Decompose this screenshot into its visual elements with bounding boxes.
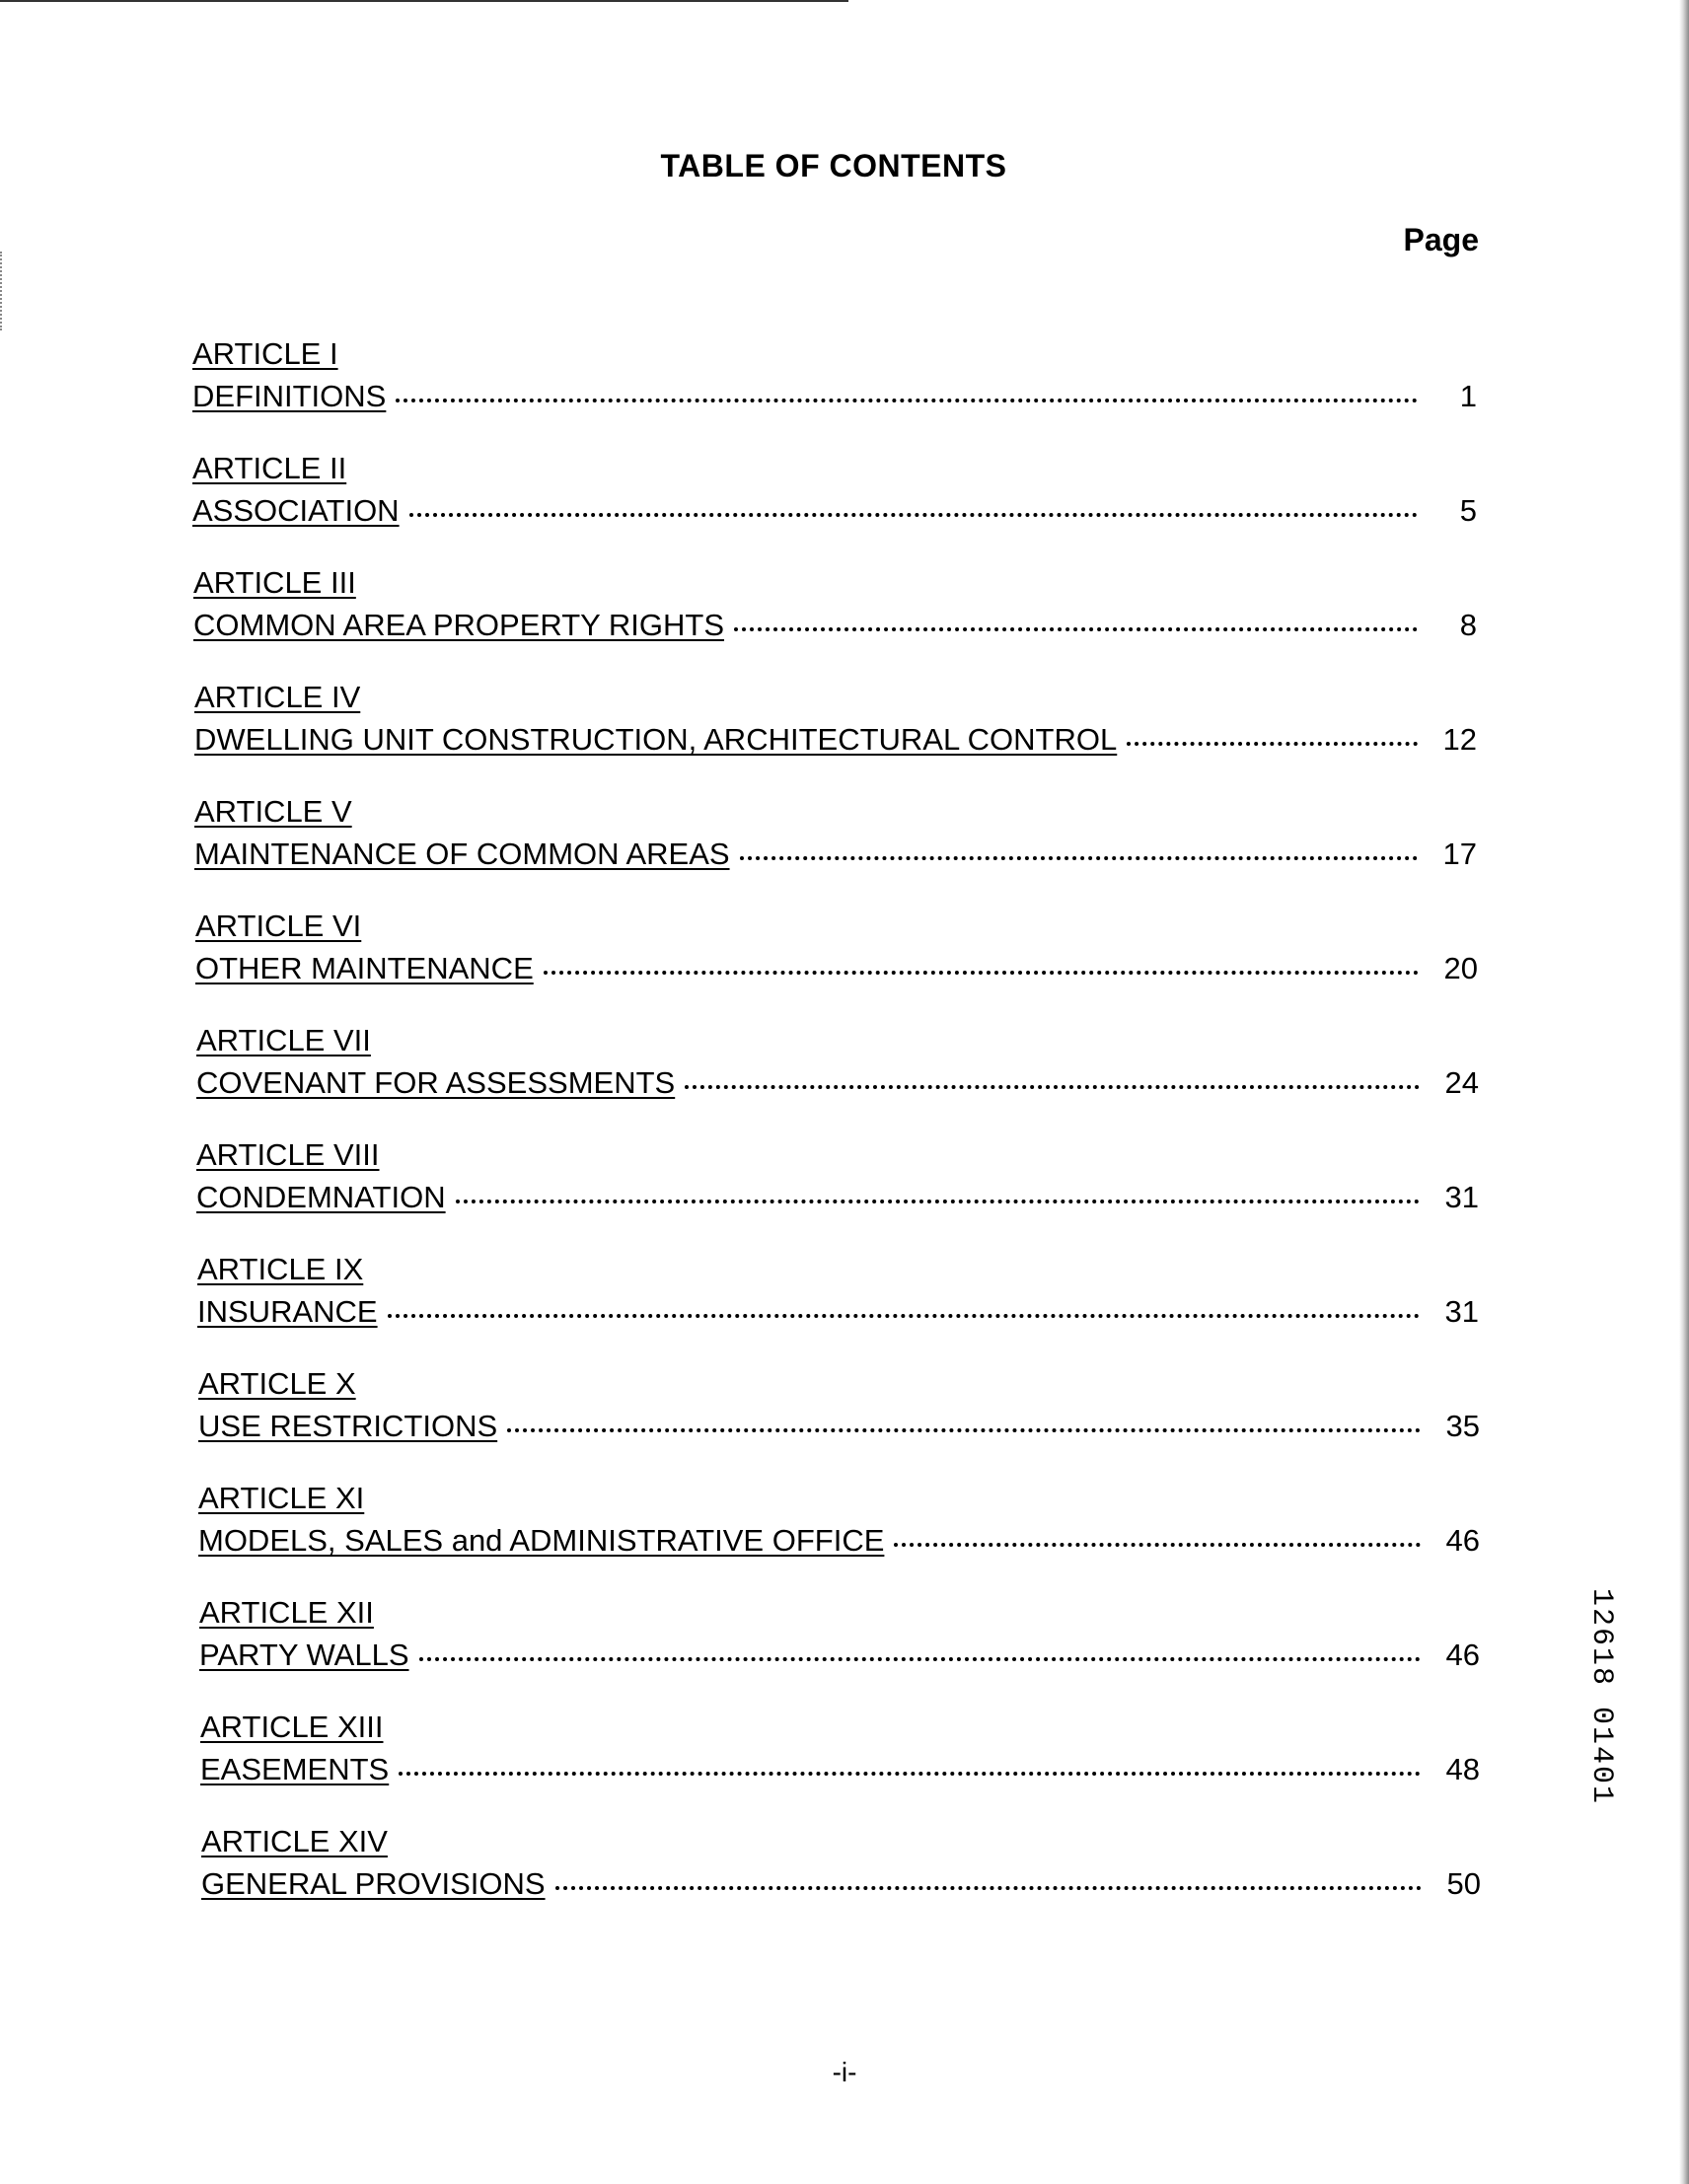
dot-leader	[734, 598, 1418, 631]
toc-line	[199, 1632, 1480, 1674]
toc-entry	[195, 908, 1478, 986]
dot-leader	[396, 369, 1418, 402]
dot-leader	[544, 941, 1419, 975]
toc-article-label: ARTICLE XI	[198, 1481, 365, 1515]
toc-entry	[200, 1709, 1480, 1787]
toc-entry	[192, 450, 1477, 529]
toc-subject: INSURANCE	[197, 1294, 378, 1329]
toc-article-label: ARTICLE XII	[199, 1595, 374, 1630]
toc-subject: EASEMENTS	[200, 1752, 390, 1786]
toc-article-label: ARTICLE IV	[194, 680, 361, 714]
toc-page-number: 31	[1444, 1294, 1479, 1329]
toc-article-label: ARTICLE III	[193, 565, 356, 600]
toc-article-label: ARTICLE IX	[197, 1252, 364, 1286]
dot-leader	[894, 1513, 1421, 1547]
toc-entry	[194, 679, 1477, 758]
toc-entry	[197, 1251, 1479, 1330]
dot-leader	[409, 483, 1418, 517]
toc-line	[194, 831, 1477, 873]
dot-leader	[740, 827, 1418, 860]
footer-page-number: -i-	[832, 2057, 857, 2087]
toc-subject: GENERAL PROVISIONS	[201, 1866, 546, 1901]
toc-subject: DWELLING UNIT CONSTRUCTION, ARCHITECTURAL CONTROL	[194, 722, 1118, 757]
toc-line	[200, 1746, 1480, 1788]
toc-subject: MAINTENANCE OF COMMON AREAS	[194, 837, 730, 871]
toc-page-number: 5	[1459, 493, 1477, 528]
toc-page-number: 1	[1459, 379, 1477, 413]
toc-entry	[199, 1594, 1480, 1673]
toc-entry	[193, 564, 1477, 643]
toc-page-number: 24	[1444, 1065, 1479, 1100]
toc-article-label: ARTICLE VI	[195, 909, 362, 943]
toc-subject: OTHER MAINTENANCE	[195, 951, 534, 985]
toc-article-label: ARTICLE X	[198, 1366, 356, 1401]
toc-article-label: ARTICLE V	[194, 794, 352, 829]
document-id-stamp: 12618 01401	[1584, 1588, 1618, 1806]
page-column-heading: Page	[1403, 222, 1479, 257]
toc-article-label: ARTICLE XIII	[200, 1710, 384, 1744]
toc-subject: COVENANT FOR ASSESSMENTS	[196, 1065, 676, 1100]
toc-entry	[196, 1022, 1479, 1101]
toc-entry	[198, 1365, 1480, 1444]
dot-leader	[388, 1284, 1420, 1318]
dot-leader	[456, 1170, 1420, 1203]
toc-subject: MODELS, SALES and ADMINISTRATIVE OFFICE	[198, 1523, 885, 1558]
toc-line	[192, 487, 1477, 530]
toc-page-number: 50	[1446, 1866, 1481, 1901]
toc-subject: USE RESTRICTIONS	[198, 1409, 498, 1443]
dot-leader	[507, 1399, 1421, 1432]
toc-line	[197, 1288, 1479, 1331]
toc-entry	[192, 335, 1477, 414]
toc-subject: COMMON AREA PROPERTY RIGHTS	[193, 608, 725, 642]
toc-page-number: 17	[1442, 837, 1477, 871]
toc-entry	[198, 1480, 1480, 1559]
toc-subject: CONDEMNATION	[196, 1180, 446, 1214]
toc-page-number: 48	[1445, 1752, 1480, 1786]
toc-entry	[194, 793, 1477, 872]
document-title: TABLE OF CONTENTS	[660, 148, 1007, 183]
dot-leader	[1127, 712, 1418, 746]
dot-leader	[399, 1742, 1421, 1776]
toc-subject: DEFINITIONS	[192, 379, 387, 413]
toc-page-number: 46	[1445, 1523, 1480, 1558]
toc-page-number: 35	[1445, 1409, 1480, 1443]
dot-leader	[555, 1856, 1422, 1890]
dot-leader	[419, 1628, 1422, 1661]
toc-line	[193, 602, 1477, 644]
toc-line	[192, 373, 1477, 415]
toc-entry	[196, 1136, 1479, 1215]
toc-line	[194, 716, 1477, 759]
toc-page-number: 12	[1442, 722, 1477, 757]
toc-article-label: ARTICLE VII	[196, 1023, 371, 1057]
toc-page-number: 8	[1459, 608, 1477, 642]
toc-line	[196, 1174, 1479, 1216]
toc-article-label: ARTICLE I	[192, 336, 338, 371]
toc-line	[196, 1059, 1479, 1102]
toc-line	[201, 1860, 1481, 1903]
toc-article-label: ARTICLE XIV	[201, 1824, 388, 1858]
toc-page-number: 46	[1445, 1638, 1480, 1672]
toc-subject: ASSOCIATION	[192, 493, 400, 528]
toc-entry	[201, 1823, 1481, 1902]
toc-subject: PARTY WALLS	[199, 1638, 409, 1672]
toc-line	[195, 945, 1478, 987]
toc-page-number: 20	[1443, 951, 1478, 985]
toc-article-label: ARTICLE II	[192, 451, 347, 485]
dot-leader	[685, 1056, 1420, 1089]
toc-line	[198, 1517, 1480, 1560]
toc-page-number: 31	[1444, 1180, 1479, 1214]
toc-article-label: ARTICLE VIII	[196, 1137, 380, 1172]
toc-line	[198, 1403, 1480, 1445]
